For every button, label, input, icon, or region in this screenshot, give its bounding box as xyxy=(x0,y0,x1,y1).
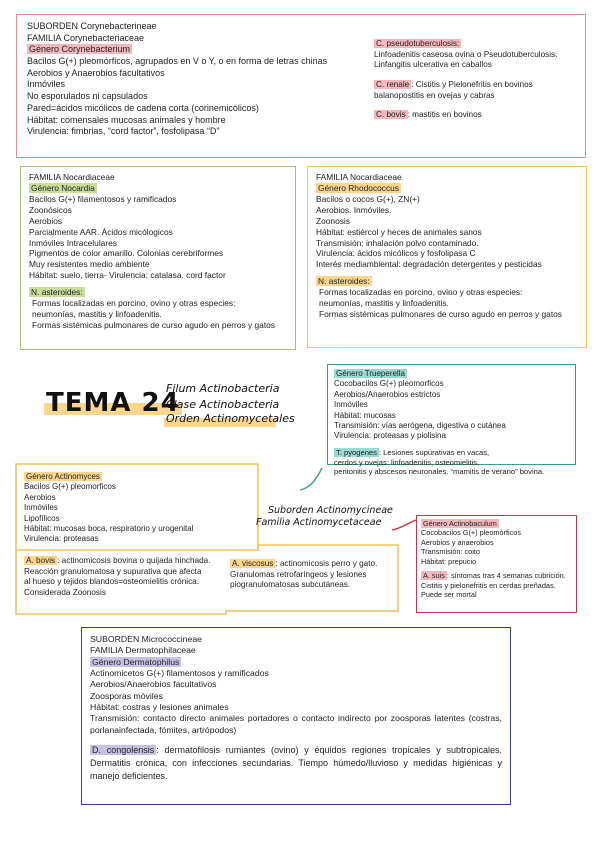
text-line: Aerobios y anaerobios xyxy=(421,537,494,547)
species-name: D. congolensis xyxy=(92,744,155,755)
species-name: A. viscosus xyxy=(232,559,274,568)
species-name: A. suis xyxy=(423,571,445,581)
text-line: Cocobacilos G(+) pleomórficos xyxy=(421,528,521,538)
text-line: Virulencia: proteasas xyxy=(24,534,99,544)
text-line: balanopostitis en ovejas y cabras xyxy=(374,90,495,100)
text-line: Hábitat: prepucio xyxy=(421,556,477,566)
text-line: Virulencia: ácidos micólicos y fosfolipasa C xyxy=(316,248,476,259)
text-line: Virulencia: proteasas y piolisina xyxy=(334,431,446,441)
text-line: Cistitis y pielonefritis en cerdas preñadas. xyxy=(421,580,556,590)
text-line: : síntomas tras 4 semanas cubrición. xyxy=(446,571,566,581)
text-line: Hábitat: suelo, tierra- Virulencia: catalasa. cord factor xyxy=(29,270,226,281)
corynebacterium-main-text xyxy=(27,21,327,138)
text-line: Aerobios xyxy=(29,215,63,226)
text-line: Inmóviles xyxy=(24,503,58,513)
text-line: cerdos y ovejas: linfoadenitis, osteomielitis, xyxy=(334,457,480,467)
text-line: Formas sistémicas pulmonares de curso agudo en perros y gatos xyxy=(319,309,562,320)
text-line: Aerobios/Anaerobios facultativos xyxy=(90,679,217,690)
filum-label: Filum Actinobacteria xyxy=(166,382,280,395)
text-line: peritonitis y abscesos neuronales. “mamitis de verano” bovina. xyxy=(334,467,545,477)
connector-arrow-actinobaculum xyxy=(392,520,416,530)
familia-actinomycetaceae-label: Familia Actinomycetaceae xyxy=(256,517,382,528)
text-line: Formas sistémicas pulmonares de curso agudo en perros y gatos xyxy=(32,319,275,330)
genus-label: Género Actinomyces xyxy=(26,472,100,481)
text-line: Aerobios y Anaerobios facultativos xyxy=(27,67,165,78)
text-line: Hábitat: costras y lesiones animales xyxy=(90,701,229,712)
orden-label: Orden Actinomycetales xyxy=(166,412,295,425)
trueperella-box xyxy=(327,364,576,477)
corynebacterium-box xyxy=(16,14,586,158)
text-line: Muy resistentes medio ambiente xyxy=(29,259,150,270)
species-name: A. bovis xyxy=(26,556,56,565)
clase-label: Clase Actinobacteria xyxy=(166,398,280,411)
text-line: Formas localizadas en porcino, ovino y otras especies: xyxy=(319,287,523,298)
text-line: Inmóviles xyxy=(334,400,368,410)
text-line: Linfangitis ulcerativa en caballos xyxy=(374,60,492,70)
species-name: N. asteroides: xyxy=(318,276,370,287)
nocardia-box xyxy=(20,166,296,350)
text-line: Aerobios. Inmóviles. xyxy=(316,204,392,215)
suborden-heading: SUBORDEN Micrococcineae xyxy=(90,634,203,644)
text-line: Transmisión: vías aerógena, digestiva o cutánea xyxy=(334,420,506,430)
text-line: Formas localizadas en porcino, ovino y otras especies: xyxy=(32,298,236,309)
rhodococcus-box xyxy=(307,166,587,348)
text-line: Linfoadenitis caseosa ovina o Pseudotuberculosis. xyxy=(374,49,558,59)
text-line: neumonías, mastitis y linfoadenitis. xyxy=(319,298,449,309)
text-line: Parcialmente AAR. Ácidos micólogicos xyxy=(29,226,173,237)
text-line: neumonías, mastitis y linfoadenitis. xyxy=(32,309,162,320)
text-line: : dermatofilosis rumiantes (ovino) y équidos regiones tropicales y subtropicales. Dermatitis crónica, con infecciones secundarias. Tiempo húmedo/lluvioso y medidas higiénicas y manejo deficientes. xyxy=(90,744,502,781)
species-name: C. renale xyxy=(376,79,410,89)
text-line: Bacilos G(+) pleomórficos, agrupados en V o Y, o en forma de letras chinas xyxy=(27,56,328,67)
text-line: Inmóviles Intracelulares xyxy=(29,237,117,248)
text-line: Aerobios/Anaerobios estrictos xyxy=(334,389,441,399)
familia-heading: FAMILIA Nocardiaceae xyxy=(29,172,115,182)
genus-label: Género Dermatophilus xyxy=(92,656,180,667)
transmision-text: Transmisión: contacto directo animales portadores o contacto indirecto por zoosporas latentes (costras, porlanainfectada, fómites, artrópodos) xyxy=(90,713,502,735)
genus-label: Género Actinobaculum xyxy=(423,519,497,528)
text-line: : Lesiones supurativas en vacas, xyxy=(378,447,490,457)
text-line: Hábitat: mucosas xyxy=(334,410,396,420)
actinobaculum-box xyxy=(416,515,577,613)
suborden-heading: SUBORDEN Corynebacterineae xyxy=(27,21,157,31)
species-name: C. pseudotuberculosis: xyxy=(376,39,460,48)
tema-title xyxy=(46,388,180,418)
text-line: Bacilos G(+) filamentosos y ramificados xyxy=(29,193,177,204)
connector-arrow-trueperella xyxy=(300,468,322,490)
genus-label: Género Corynebacterium xyxy=(29,44,131,55)
text-line: al hueso y tejidos blandos=osteomielitis crónica. xyxy=(24,577,199,587)
text-line: Hábitat: mucosas boca, respiratorio y urogenital xyxy=(24,523,194,533)
text-line: Transmisión: inhalación polvo contaminado. xyxy=(316,237,479,248)
text-line: Granulomas retrofaríngeos y lesiones xyxy=(230,569,367,579)
tema-label: TEMA 24 xyxy=(46,388,180,418)
familia-heading: FAMILIA Corynebacteriaceae xyxy=(27,32,145,43)
text-line: Transmisión: coito xyxy=(421,547,480,557)
text-line: : actinomicosis bovina o quijada hinchada. xyxy=(57,556,211,565)
text-line: : mastitis en bovinos xyxy=(407,110,482,120)
text-line: Hábitat: comensales mucosas animales y hombre xyxy=(27,114,226,125)
genus-label: Género Rhodococcus xyxy=(318,182,400,193)
viscosus-section xyxy=(230,559,377,591)
text-line: Cocobacilos G(+) pleomorficos xyxy=(334,379,444,389)
text-line: Reacción granulomatosa y supurativa que afecta xyxy=(24,566,202,576)
text-line: Pigmentos de color amarillo. Colonias cerebriformes xyxy=(29,248,224,259)
text-line: Virulencia: fimbrias, “cord factor”, fosfolipasa “D” xyxy=(27,126,220,137)
text-line: Zoonósicos xyxy=(29,204,72,215)
text-line: Puede ser mortal xyxy=(421,590,477,600)
corynebacterium-species xyxy=(374,39,557,121)
familia-heading: FAMILIA Dermatophilaceae xyxy=(90,645,196,656)
text-line: No esporulados ni capsulados xyxy=(27,91,148,102)
species-name: N. asteroides: xyxy=(31,287,83,298)
species-name: C. bovis xyxy=(376,110,406,120)
bovis-section xyxy=(24,556,211,599)
orden-wrap xyxy=(164,412,293,425)
text-line: Actinomicetos G(+) filamentosos y ramificados xyxy=(90,667,269,678)
text-line: : Cistitis y Pielonefritis en bovinos xyxy=(411,79,533,89)
text-line: piogranulomatosas subcutáneas. xyxy=(230,580,351,590)
text-line: Pared=ácidos micólicos de cadena corta (corinemicólicos) xyxy=(27,102,259,113)
text-line: Aerobios xyxy=(24,492,56,502)
genus-label: Género Nocardia xyxy=(31,182,95,193)
text-line: Interés mediambiental: degradación detergentes y pesticidas xyxy=(316,259,542,270)
text-line: Bacilos G(+) pleomorficos xyxy=(24,482,116,492)
suborden-actinomycineae-label: Suborden Actinomycineae xyxy=(268,505,393,516)
congolensis-paragraph xyxy=(90,744,502,783)
text-line: Hábitat: estiércol y heces de animales sanos xyxy=(316,226,482,237)
text-line: Considerada Zoonosis xyxy=(24,587,106,597)
genus-label: Género Trueperella xyxy=(336,369,405,378)
text-line: : actinomicosis perro y gato. xyxy=(275,559,378,568)
text-line: Zoonosis xyxy=(316,215,350,226)
familia-heading: FAMILIA Nocardiaceae xyxy=(316,172,402,182)
text-line: Zoosporas móviles xyxy=(90,690,163,701)
text-line: Lipofílicos xyxy=(24,513,60,523)
actinomyces-box xyxy=(24,472,193,545)
text-line: Inmóviles xyxy=(27,79,66,90)
species-name: T. pyogenes xyxy=(336,447,377,457)
text-line: Bacilos o cocos G(+), ZN(+) xyxy=(316,193,420,204)
dermatophilus-box xyxy=(81,627,511,805)
